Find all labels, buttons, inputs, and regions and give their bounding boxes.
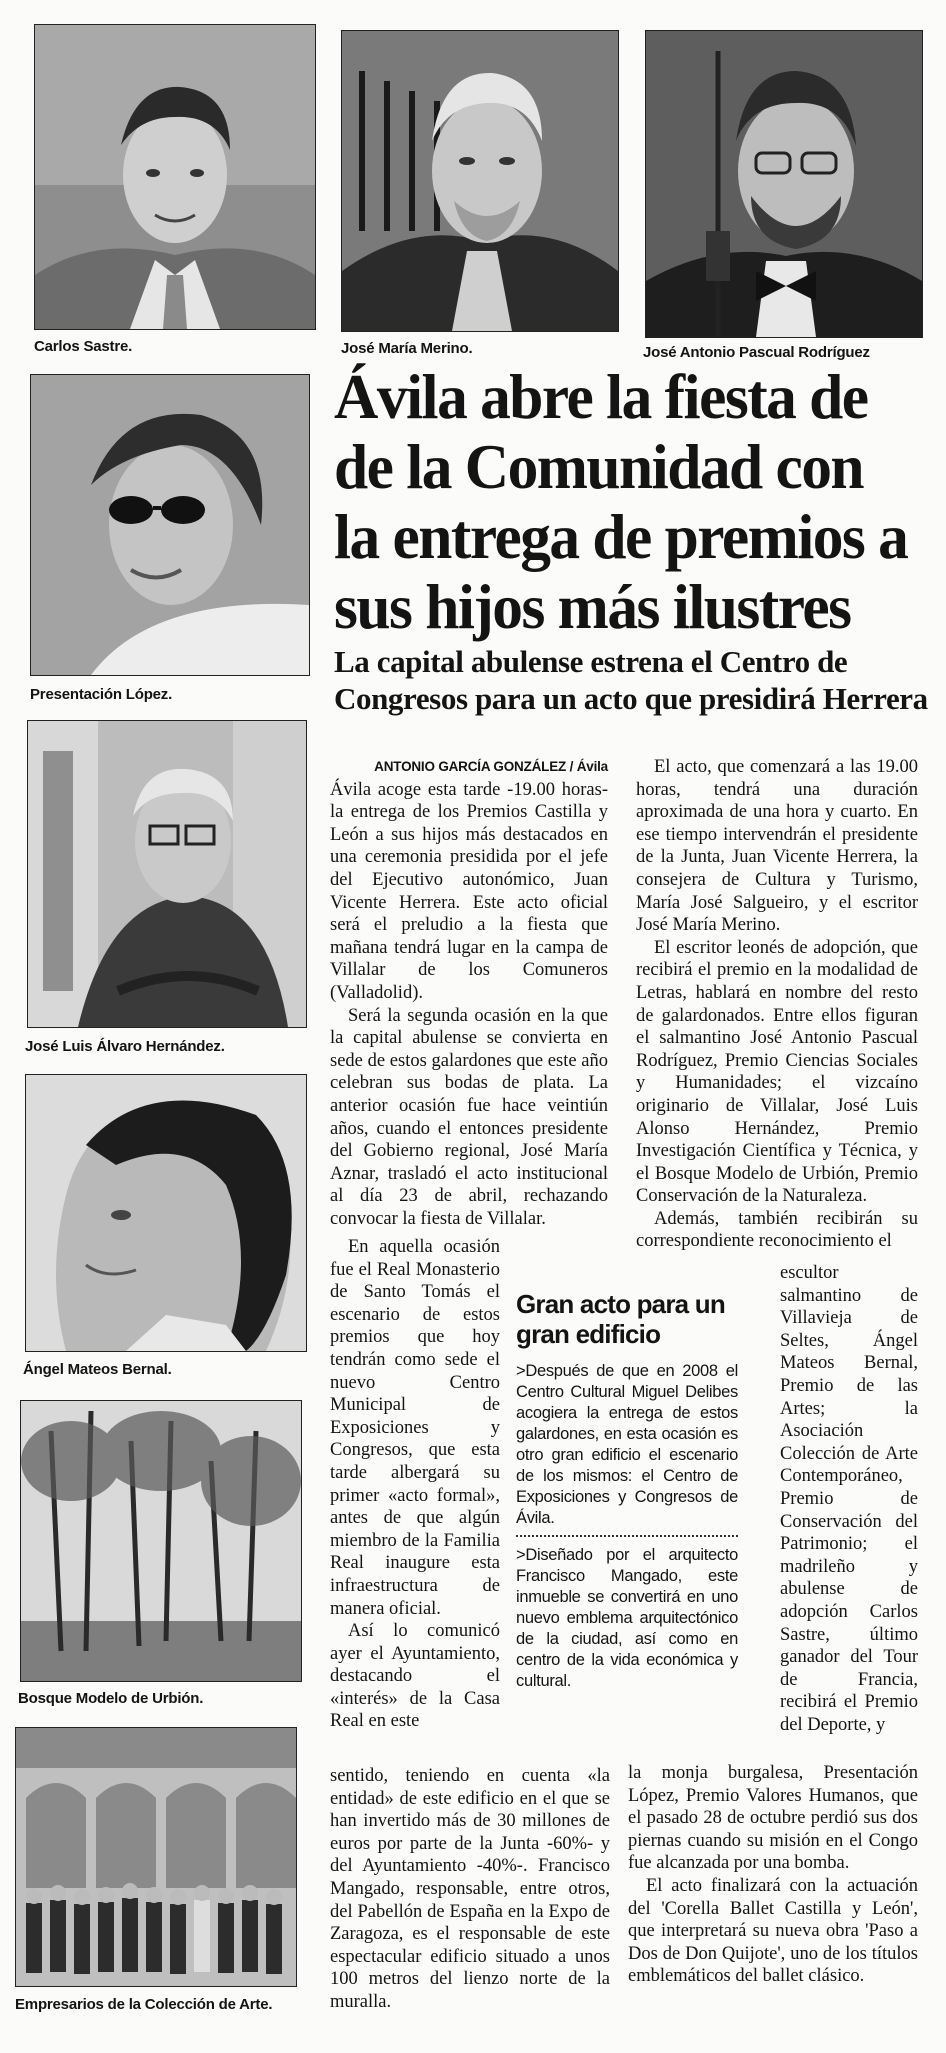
- caption-jose-luis-alvaro: José Luis Álvaro Hernández.: [25, 1038, 225, 1055]
- article-column-2-narrow: [780, 1262, 918, 1736]
- caption-jose-antonio-pascual: José Antonio Pascual Rodríguez: [643, 344, 870, 361]
- column-2-paragraph: El acto, que comenzará a las 19.00 horas, tendrá una duración aproximada de una hora y cuarto. En ese tiempo intervendrán el presidente de la Junta, Juan Vicente Herrera, la consejera de Cultura y Turismo, María José Salgueiro, y el escritor José María Merino.: [636, 757, 918, 936]
- article-column-2-tail: [628, 1762, 918, 1988]
- column-2-paragraph: El acto finalizará con la actuación del 'Corella Ballet Castilla y León', que interpretará su nueva obra 'Paso a Dos de Don Quijote', uno de los títulos emblemáticos del ballet clásico.: [628, 1875, 918, 1987]
- caption-bosque-urbion: Bosque Modelo de Urbión.: [18, 1690, 204, 1707]
- photo-bosque-urbion: [20, 1400, 302, 1682]
- column-2-paragraph: escultor salmantino de Villavieja de Seltes, Ángel Mateos Bernal, Premio de las Artes; la Asociación Colección de Arte Contemporáneo, Premio de Conservación del Patrimonio; el madrileño y abulense de adopción Carlos Sastre, último ganador del Tour de Francia, recibirá el Premio del Deporte, y: [780, 1263, 918, 1735]
- article-column-1-narrow: [330, 1236, 500, 1733]
- margin-marks: [0, 380, 6, 680]
- photo-empresarios: [15, 1727, 297, 1987]
- sidebar-divider: [516, 1535, 738, 1537]
- caption-empresarios: Empresarios de la Colección de Arte.: [15, 1996, 273, 2013]
- column-2-paragraph: El escritor leonés de adopción, que recibirá el premio en la modalidad de Letras, hablará en nombre del resto de galardonados. Entre ellos figuran el salmantino José Antonio Pascual Rodríguez, Premio Ciencias Sociales y Humanidades; el vizcaíno originario de Villalar, José Luis Alonso Hernández, Premio Investigación Científica y Técnica, y el Bosque Modelo de Urbión, Premio Conservación de la Naturaleza.: [636, 937, 918, 1207]
- article-column-1-tail: [330, 1765, 610, 2014]
- subheadline: La capital abulense estrena el Centro de Congresos para un acto que presidirá Herrera: [334, 644, 928, 716]
- photo-carlos-sastre: [34, 24, 316, 330]
- photo-presentacion-lopez: [30, 374, 310, 676]
- column-1-paragraph: sentido, teniendo en cuenta «la entidad» de este edificio en el que se han invertido más de 30 millones de euros por parte de la Junta -60%- y del Ayuntamiento -40%-. Francisco Mangado, responsable, entre otros, del Pabellón de España en la Expo de Zaragoza, es el responsable de este espectacular edificio situado a unos 100 metros del lienzo norte de la muralla.: [330, 1766, 610, 2012]
- column-2-paragraph: la monja burgalesa, Presentación López, Premio Valores Humanos, que el pasado 28 de octubre perdió sus dos piernas cuando su misión en el Congo fue alcanzada por una bomba.: [628, 1763, 918, 1874]
- column-1-paragraph: Será la segunda ocasión en la que la capital abulense se convierta en sede de estos galardones que este año celebran sus bodas de plata. La anterior ocasión fue hace veintiún años, cuando el entonces presidente del Gobierno regional, José María Aznar, trasladó el acto institucional al día 23 de abril, rechazando convocar la fiesta de Villalar.: [330, 1005, 608, 1229]
- article-column-1: [330, 756, 608, 1230]
- column-1-paragraph: Ávila acoge esta tarde -19.00 horas- la entrega de los Premios Castilla y León a sus hijos más destacados en una ceremonia presidida por el jefe del Ejecutivo autonómico, Juan Vicente Herrera. Este acto oficial será el preludio a la fiesta que mañana tendrá lugar en la campa de Villalar de los Comuneros (Valladolid).: [330, 779, 608, 1003]
- byline: ANTONIO GARCÍA GONZÁLEZ / Ávila: [374, 759, 608, 774]
- sidebar-title: Gran acto para un gran edificio: [516, 1289, 725, 1349]
- photo-angel-mateos: [25, 1074, 307, 1352]
- headline: Ávila abre la fiesta de de la Comunidad con la entrega de premios a sus hijos más ilustres: [334, 361, 908, 642]
- column-1-paragraph: En aquella ocasión fue el Real Monasterio de Santo Tomás el escenario de estos premios que hoy tendrán como sede el nuevo Centro Municipal de Exposiciones y Congresos, que esta tarde albergará su primer «acto formal», antes de que algún miembro de la Familia Real inaugure esta infraestructura de manera oficial.: [330, 1237, 500, 1619]
- photo-jose-antonio-pascual: [645, 30, 923, 338]
- caption-jose-maria-merino: José María Merino.: [341, 340, 473, 357]
- column-1-paragraph: Así lo comunicó ayer el Ayuntamiento, destacando el «interés» de la Casa Real en este: [330, 1621, 500, 1732]
- caption-carlos-sastre: Carlos Sastre.: [34, 338, 133, 355]
- photo-jose-luis-alvaro: [27, 720, 307, 1028]
- caption-angel-mateos: Ángel Mateos Bernal.: [23, 1361, 172, 1378]
- photo-jose-maria-merino: [341, 30, 619, 332]
- column-2-paragraph: Además, también recibirán su correspondiente reconocimiento el: [636, 1208, 918, 1252]
- caption-presentacion-lopez: Presentación López.: [30, 686, 173, 703]
- sidebar-item: >Diseñado por el arquitecto Francisco Mangado, este inmueble se convertirá en uno nuevo emblema arquitectónico de la ciudad, así como en centro de la vida económica y cultural.: [516, 1546, 738, 1690]
- article-column-2: [636, 756, 918, 1253]
- sidebar-box: [516, 1289, 738, 1692]
- sidebar-item: >Después de que en 2008 el Centro Cultural Miguel Delibes acogiera la entrega de estos galardones, en esta ocasión es otro gran edificio el escenario de los mismos: el Centro de Exposiciones y Congresos de Ávila.: [516, 1362, 738, 1527]
